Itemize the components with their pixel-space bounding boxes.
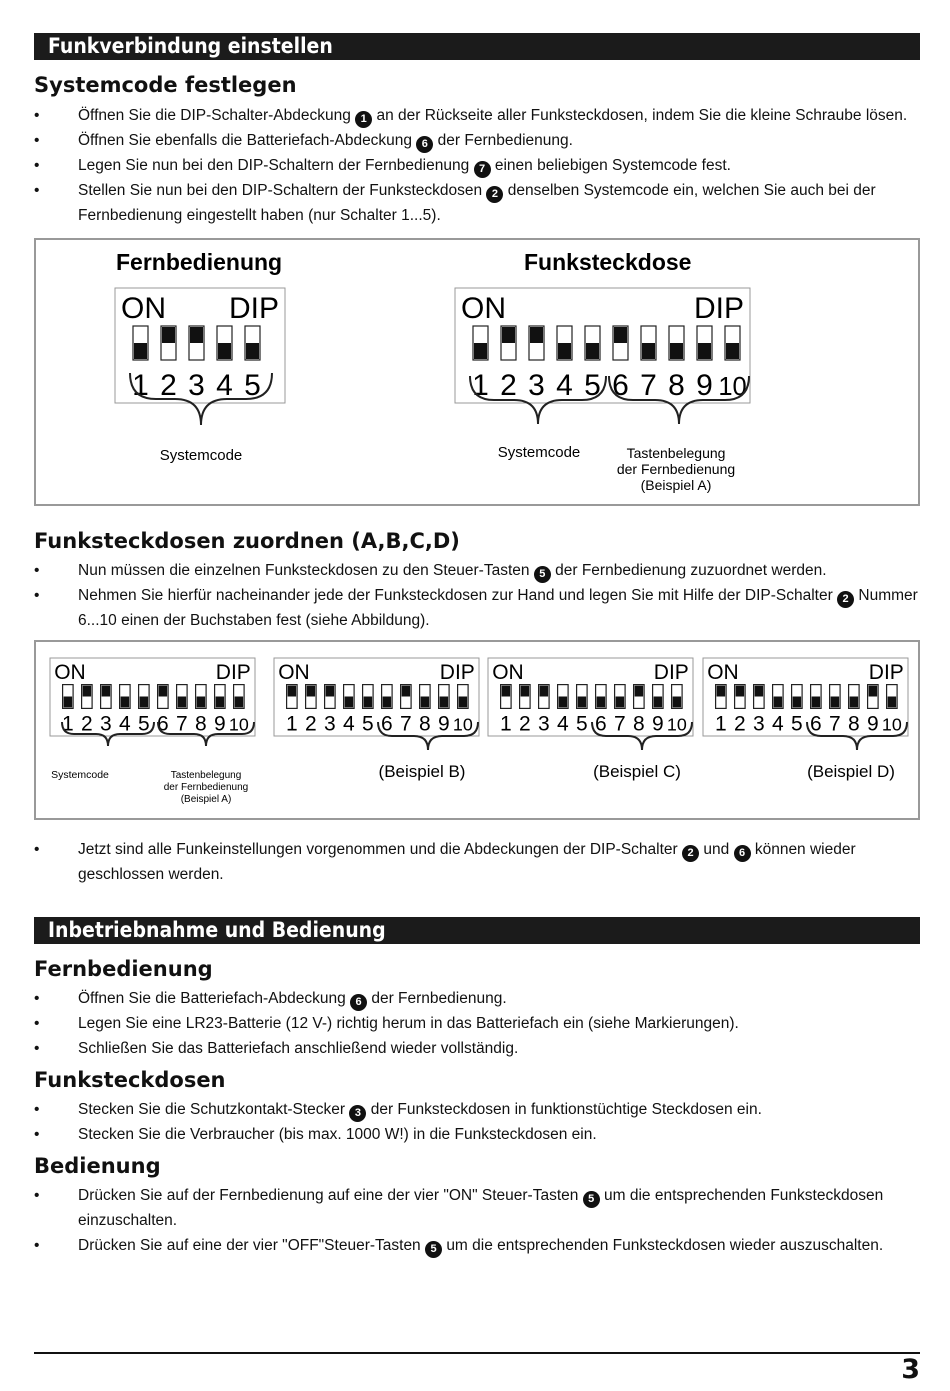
dip-switch-lever [726, 343, 739, 359]
text: und [703, 841, 730, 858]
list-item [34, 986, 924, 1011]
dip-switch-lever [162, 327, 175, 343]
section-header-inbetriebnahme: Inbetriebnahme und Bedienung [34, 917, 920, 944]
dip-example-panel [274, 658, 479, 750]
bullet: • [34, 1040, 40, 1057]
systemcode-label: Systemcode [497, 444, 581, 461]
dip-switch-lever [850, 697, 859, 708]
dip-number: 2 [81, 712, 93, 736]
dip-number: 3 [188, 369, 205, 402]
tasten-label-line3: (Beispiel A) [640, 477, 712, 493]
list-item [34, 1097, 924, 1122]
on-label: ON [278, 661, 310, 684]
dip-switch-lever [717, 686, 726, 697]
dip-number: 2 [734, 712, 746, 736]
text: Drücken Sie auf eine der vier "OFF"Steuer-Tasten [78, 1237, 421, 1254]
dip-number: 4 [772, 712, 784, 736]
dip-switch-lever [502, 327, 515, 343]
dip-number: 7 [614, 712, 626, 736]
dip-switch-lever [793, 697, 802, 708]
heading-fernbedienung: Fernbedienung [34, 957, 213, 981]
bullet: • [34, 157, 40, 174]
dip-number: 2 [160, 369, 177, 402]
dip-switch-lever [474, 343, 487, 359]
dip-switch-lever [642, 343, 655, 359]
on-label: ON [54, 661, 86, 684]
dip-number: 1 [286, 712, 298, 736]
text: Stellen Sie nun bei den DIP-Schaltern der Funksteckdosen [78, 182, 483, 199]
dip-number: 10 [718, 373, 747, 401]
dip-number: 5 [244, 369, 261, 402]
dip-number: 4 [216, 369, 233, 402]
dip-number: 4 [343, 712, 355, 736]
callout-number: 6 [416, 136, 433, 153]
dip-switch-lever [197, 697, 206, 708]
dip-number: 8 [195, 712, 207, 736]
dip-number: 1 [132, 369, 149, 402]
dip-switch-lever [216, 697, 225, 708]
dip-example-panel [488, 658, 693, 750]
dip-number: 6 [157, 712, 169, 736]
text: einen beliebigen Systemcode fest. [494, 157, 731, 174]
dip-number: 10 [452, 714, 473, 735]
dip-switch-lever [831, 697, 840, 708]
dip-number: 4 [119, 712, 131, 736]
list-item [34, 1036, 924, 1061]
text: Legen Sie eine LR23-Batterie (12 V-) richtig herum in das Batteriefach ein (siehe Markierungen). [78, 1015, 739, 1032]
dip-switch-lever [614, 327, 627, 343]
dip-number: 2 [500, 369, 517, 402]
callout-number: 6 [734, 845, 751, 862]
text: denselben Systemcode ein, welchen Sie auch bei der Fernbedienung eingestellt haben (nur Schalter 1...5). [78, 182, 876, 224]
dip-number: 5 [791, 712, 803, 736]
callout-number: 5 [425, 1241, 442, 1258]
dip-example-panel [50, 658, 255, 746]
dip-switch-lever [218, 343, 231, 359]
dip-switch-lever [654, 697, 663, 708]
dip-example-panel [703, 658, 908, 750]
dip-number: 9 [696, 369, 713, 402]
dip-switch-lever [670, 343, 683, 359]
bullet: • [34, 587, 40, 604]
dip-switch-lever [459, 697, 468, 708]
dip-number: 1 [500, 712, 512, 736]
tasten-label-line1: Tastenbelegung [626, 445, 726, 461]
dip-number: 4 [556, 369, 573, 402]
dip-switch-lever [288, 686, 297, 697]
dip-figure-examples [34, 640, 920, 820]
dip-switch-remote [115, 288, 285, 425]
dip-number: 5 [362, 712, 374, 736]
bullet: • [34, 107, 40, 124]
dip-examples-svg [36, 642, 918, 818]
caption-beispiel-b: (Beispiel B) [378, 762, 466, 781]
text: der Fernbedienung. [371, 990, 507, 1007]
bullet: • [34, 841, 40, 858]
callout-number: 1 [355, 111, 372, 128]
text: Stecken Sie die Verbraucher (bis max. 1000 W!) in die Funksteckdosen ein. [78, 1126, 597, 1143]
dip-switch-lever [530, 327, 543, 343]
dip-switch-lever [402, 686, 411, 697]
dip-number: 3 [100, 712, 112, 736]
dip-switch-lever [178, 697, 187, 708]
dip-switch-lever [383, 697, 392, 708]
text: Drücken Sie auf der Fernbedienung auf eine der vier "ON" Steuer-Tasten [78, 1187, 579, 1204]
bullet: • [34, 1237, 40, 1254]
dip-switch-lever [440, 697, 449, 708]
dip-switch-lever [774, 697, 783, 708]
dip-switch-lever [235, 697, 244, 708]
dip-switch-lever [597, 697, 606, 708]
dip-number: 6 [381, 712, 393, 736]
dip-number: 5 [584, 369, 601, 402]
on-label: ON [492, 661, 524, 684]
dip-number: 7 [176, 712, 188, 736]
text: Legen Sie nun bei den DIP-Schaltern der Fernbedienung [78, 157, 470, 174]
dip-number: 10 [881, 714, 902, 735]
footer-rule [34, 1352, 920, 1354]
text: um die entsprechenden Funksteckdosen wieder auszuschalten. [446, 1237, 884, 1254]
dip-switch-lever [421, 697, 430, 708]
list-item [34, 1011, 924, 1036]
bullet: • [34, 1015, 40, 1032]
text: Stecken Sie die Schutzkontakt-Stecker [78, 1101, 346, 1118]
text: Öffnen Sie die Batteriefach-Abdeckung [78, 990, 346, 1007]
bullet: • [34, 1101, 40, 1118]
text: Nun müssen die einzelnen Funksteckdosen zu den Steuer-Tasten [78, 562, 530, 579]
dip-number: 5 [576, 712, 588, 736]
text: Öffnen Sie die DIP-Schalter-Abdeckung [78, 107, 351, 124]
tasten-label-line2: der Fernbedienung [616, 461, 736, 477]
dip-number: 8 [633, 712, 645, 736]
list-item [34, 558, 924, 583]
dip-number: 1 [715, 712, 727, 736]
dip-number: 1 [472, 369, 489, 402]
callout-number: 5 [583, 1191, 600, 1208]
dip-number: 5 [138, 712, 150, 736]
dip-switch-lever [521, 686, 530, 697]
callout-number: 6 [350, 994, 367, 1011]
callout-number: 7 [474, 161, 491, 178]
dip-switch-lever [559, 697, 568, 708]
list-item [34, 128, 924, 153]
callout-number: 5 [534, 566, 551, 583]
dip-number: 6 [810, 712, 822, 736]
dip-figure-systemcode [34, 238, 920, 506]
list-item [34, 1183, 914, 1233]
dip-switch-lever [364, 697, 373, 708]
dip-number: 8 [848, 712, 860, 736]
systemcode-label: Systemcode [159, 447, 243, 464]
dip-switch-lever [698, 343, 711, 359]
dip-switch-lever [102, 686, 111, 697]
dip-switch-lever [586, 343, 599, 359]
dip-switch-lever [888, 697, 897, 708]
dip-switch-lever [190, 327, 203, 343]
bullet: • [34, 132, 40, 149]
dip-number: 9 [652, 712, 664, 736]
dip-switch-socket [455, 288, 750, 424]
dip-switch-lever [673, 697, 682, 708]
dip-number: 9 [438, 712, 450, 736]
dip-number: 10 [666, 714, 687, 735]
dip-switch-lever [736, 686, 745, 697]
dip-number: 3 [528, 369, 545, 402]
text: Schließen Sie das Batteriefach anschließend wieder vollständig. [78, 1040, 519, 1057]
caption-beispiel-d: (Beispiel D) [807, 762, 895, 781]
remote-title: Fernbedienung [116, 249, 283, 275]
tasten-label-line3: (Beispiel A) [180, 794, 232, 805]
list-item [34, 103, 924, 128]
dip-number: 7 [829, 712, 841, 736]
dip-switch-lever [558, 343, 571, 359]
list-item [34, 1122, 924, 1147]
dip-switch-lever [869, 686, 878, 697]
bullet: • [34, 990, 40, 1007]
list-item [34, 837, 890, 887]
dip-number: 3 [324, 712, 336, 736]
dip-number: 9 [867, 712, 879, 736]
dip-switch-lever [345, 697, 354, 708]
systemcode-label: Systemcode [51, 769, 109, 781]
dip-switch-lever [134, 343, 147, 359]
dip-label: DIP [868, 661, 904, 684]
dip-switch-lever [64, 697, 73, 708]
text: an der Rückseite aller Funksteckdosen, indem Sie die kleine Schraube lösen. [376, 107, 908, 124]
tasten-label-line2: der Fernbedienung [163, 782, 249, 793]
bullet: • [34, 562, 40, 579]
dip-number: 7 [400, 712, 412, 736]
dip-number: 3 [538, 712, 550, 736]
bullet: • [34, 1187, 40, 1204]
dip-number: 2 [305, 712, 317, 736]
dip-label: DIP [228, 292, 279, 325]
dip-number: 4 [557, 712, 569, 736]
dip-switch-lever [246, 343, 259, 359]
callout-number: 2 [837, 591, 854, 608]
dip-switch-lever [578, 697, 587, 708]
on-label: ON [461, 292, 506, 325]
bullet: • [34, 182, 40, 199]
list-item [34, 583, 924, 633]
bullet: • [34, 1126, 40, 1143]
callout-number: 3 [349, 1105, 366, 1122]
on-label: ON [121, 292, 166, 325]
dip-label: DIP [215, 661, 251, 684]
text: der Fernbedienung zuzuordnet werden. [555, 562, 827, 579]
dip-number: 9 [214, 712, 226, 736]
dip-number: 8 [668, 369, 685, 402]
heading-bedienung: Bedienung [34, 1154, 161, 1178]
dip-number: 6 [612, 369, 629, 402]
dip-label: DIP [693, 292, 744, 325]
dip-number: 2 [519, 712, 531, 736]
dip-switch-lever [159, 686, 168, 697]
list-item [34, 178, 880, 228]
text: Jetzt sind alle Funkeinstellungen vorgenommen und die Abdeckungen der DIP-Schalter [78, 841, 678, 858]
dip-switch-lever [812, 697, 821, 708]
socket-title: Funksteckdose [524, 249, 692, 275]
dip-number: 8 [419, 712, 431, 736]
callout-number: 2 [486, 186, 503, 203]
page-number: 3 [901, 1354, 920, 1385]
list-item [34, 153, 924, 178]
callout-number: 2 [682, 845, 699, 862]
dip-number: 10 [228, 714, 249, 735]
dip-number: 3 [753, 712, 765, 736]
dip-number: 7 [640, 369, 657, 402]
text: der Funksteckdosen in funktionstüchtige Steckdosen ein. [370, 1101, 762, 1118]
dip-switch-lever [140, 697, 149, 708]
dip-switch-lever [83, 686, 92, 697]
on-label: ON [707, 661, 739, 684]
dip-switch-lever [326, 686, 335, 697]
dip-label: DIP [439, 661, 475, 684]
caption-beispiel-c: (Beispiel C) [593, 762, 681, 781]
list-item [34, 1233, 924, 1258]
text: Nehmen Sie hierfür nacheinander jede der Funksteckdosen zur Hand und legen Sie mit Hilfe der DIP-Schalter [78, 587, 833, 604]
dip-switch-lever [121, 697, 130, 708]
text: Nummer 6...10 einen der Buchstaben fest (siehe Abbildung). [78, 587, 918, 629]
dip-switch-lever [502, 686, 511, 697]
tasten-label-line1: Tastenbelegung [170, 770, 242, 781]
heading-funksteckdosen: Funksteckdosen [34, 1068, 226, 1092]
dip-number: 6 [595, 712, 607, 736]
heading-zuordnen: Funksteckdosen zuordnen (A,B,C,D) [34, 529, 460, 553]
text: Öffnen Sie ebenfalls die Batteriefach-Abdeckung [78, 132, 413, 149]
dip-switch-lever [540, 686, 549, 697]
text: können wieder geschlossen werden. [78, 841, 856, 883]
dip-switch-lever [635, 686, 644, 697]
dip-label: DIP [653, 661, 689, 684]
dip-switch-lever [755, 686, 764, 697]
text: um die entsprechenden Funksteckdosen einzuschalten. [78, 1187, 884, 1229]
dip-figure-svg [36, 240, 918, 504]
dip-number: 1 [62, 712, 74, 736]
dip-switch-lever [616, 697, 625, 708]
text: der Fernbedienung. [437, 132, 573, 149]
section-header-funkverbindung: Funkverbindung einstellen [34, 33, 920, 60]
dip-switch-lever [307, 686, 316, 697]
heading-systemcode: Systemcode festlegen [34, 73, 297, 97]
